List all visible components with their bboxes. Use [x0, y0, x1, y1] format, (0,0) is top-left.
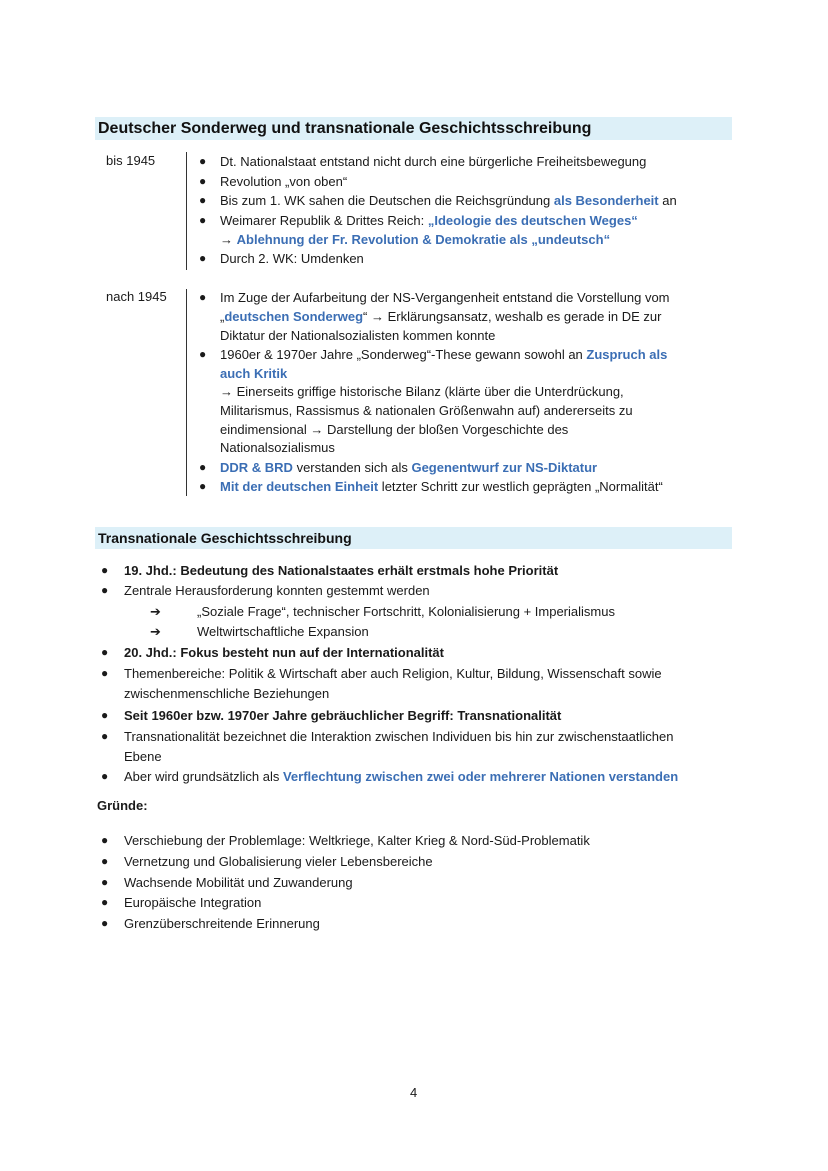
highlight-text: Zuspruch als — [586, 347, 668, 362]
sub-list-item: „Soziale Frage“, technischer Fortschritt, Kolonialisierung + Imperialismus — [197, 604, 615, 619]
list-item: Durch 2. WK: Umdenken — [220, 251, 364, 266]
bullet-icon: ● — [101, 875, 109, 889]
bullet-icon: ● — [101, 666, 109, 680]
period-label-nach-1945: nach 1945 — [106, 289, 167, 304]
section-heading-transnational: Transnationale Geschichtsschreibung — [95, 527, 732, 549]
bullet-icon: ● — [101, 708, 109, 722]
period-label-bis-1945: bis 1945 — [106, 153, 156, 168]
list-item: 20. Jhd.: Fokus besteht nun auf der Internationalität — [124, 645, 444, 660]
bullet-icon: ● — [199, 213, 207, 227]
list-item-continuation: eindimensional → Darstellung der bloßen Vorgeschichte des — [220, 422, 569, 437]
highlight-text: als Besonderheit — [553, 193, 659, 208]
bullet-icon: ● — [101, 916, 109, 930]
period-divider-line — [186, 289, 187, 496]
arrow-right-icon: ➔ — [150, 624, 161, 639]
highlight-text: Verflechtung zwischen zwei oder mehrerer Nationen verstanden — [282, 769, 679, 784]
list-item: Zentrale Herausforderung konnten gestemmt werden — [124, 583, 430, 598]
bullet-icon: ● — [101, 563, 109, 577]
list-item: Aber wird grundsätzlich als Verflechtung zwischen zwei oder mehrerer Nationen verstanden — [124, 769, 679, 784]
bullet-icon: ● — [199, 290, 207, 304]
highlight-text: „Ideologie des deutschen Weges“ — [427, 213, 638, 228]
list-item: Grenzüberschreitende Erinnerung — [124, 916, 320, 931]
list-item-continuation: Militarismus, Rassismus & nationalen Größenwahn auf) andererseits zu — [220, 403, 633, 418]
section-heading-sonderweg: Deutscher Sonderweg und transnationale Geschichtsschreibung — [95, 117, 732, 140]
list-item: Vernetzung und Globalisierung vieler Lebensbereiche — [124, 854, 433, 869]
highlight-text: Gegenentwurf zur NS-Diktatur — [411, 460, 598, 475]
list-item: Europäische Integration — [124, 895, 262, 910]
highlight-text: auch Kritik — [220, 366, 288, 381]
bullet-icon: ● — [199, 251, 207, 265]
bullet-icon: ● — [199, 154, 207, 168]
list-item: Wachsende Mobilität und Zuwanderung — [124, 875, 353, 890]
arrow-right-icon: → — [220, 232, 233, 247]
bullet-icon: ● — [101, 583, 109, 597]
list-item: Bis zum 1. WK sahen die Deutschen die Reichsgründung als Besonderheit an — [220, 193, 677, 208]
highlight-text: deutschen Sonderweg — [224, 309, 364, 324]
bullet-icon: ● — [101, 729, 109, 743]
list-item: 1960er & 1970er Jahre „Sonderweg“-These gewann sowohl an Zuspruch als — [220, 347, 668, 362]
sub-list-item: Weltwirtschaftliche Expansion — [197, 624, 369, 639]
bullet-icon: ● — [199, 347, 207, 361]
gruende-title: Gründe: — [97, 798, 148, 813]
list-item: Transnationalität bezeichnet die Interaktion zwischen Individuen bis hin zur zwischenstaatlichen — [124, 729, 674, 744]
list-item: Verschiebung der Problemlage: Weltkriege, Kalter Krieg & Nord-Süd-Problematik — [124, 833, 590, 848]
bullet-icon: ● — [199, 479, 207, 493]
list-item: Themenbereiche: Politik & Wirtschaft aber auch Religion, Kultur, Bildung, Wissenschaft sowie — [124, 666, 662, 681]
bullet-icon: ● — [101, 833, 109, 847]
bullet-icon: ● — [101, 645, 109, 659]
list-item: Im Zuge der Aufarbeitung der NS-Vergangenheit entstand die Vorstellung vom — [220, 290, 670, 305]
list-item: Dt. Nationalstaat entstand nicht durch eine bürgerliche Freiheitsbewegung — [220, 154, 647, 169]
period-divider-line — [186, 152, 187, 270]
list-item: DDR & BRD verstanden sich als Gegenentwurf zur NS-Diktatur — [220, 460, 598, 475]
list-item: Revolution „von oben“ — [220, 174, 348, 189]
list-item-continuation: Diktatur der Nationalsozialisten kommen konnte — [220, 328, 496, 343]
list-item-continuation: zwischenmenschliche Beziehungen — [124, 686, 330, 701]
list-item-continuation: Ebene — [124, 749, 162, 764]
highlight-text: DDR & BRD — [220, 460, 293, 475]
highlight-text: Ablehnung der Fr. Revolution & Demokratie als „undeutsch“ — [236, 232, 611, 247]
bullet-icon: ● — [199, 460, 207, 474]
list-item: Mit der deutschen Einheit letzter Schritt zur westlich geprägten „Normalität“ — [220, 479, 663, 494]
arrow-right-icon: ➔ — [150, 604, 161, 619]
list-item-continuation: Nationalsozialismus — [220, 440, 335, 455]
bullet-icon: ● — [101, 895, 109, 909]
list-item: 19. Jhd.: Bedeutung des Nationalstaates erhält erstmals hohe Priorität — [124, 563, 559, 578]
list-item-continuation: „deutschen Sonderweg“ → Erklärungsansatz, weshalb es gerade in DE zur — [220, 309, 662, 324]
bullet-icon: ● — [101, 769, 109, 783]
page-number: 4 — [410, 1085, 418, 1100]
bullet-icon: ● — [101, 854, 109, 868]
list-item: Seit 1960er bzw. 1970er Jahre gebräuchlicher Begriff: Transnationalität — [124, 708, 562, 723]
bullet-icon: ● — [199, 174, 207, 188]
list-item-continuation — [220, 364, 287, 383]
list-item-continuation: → Einerseits griffige historische Bilanz (klärte über die Unterdrückung, — [220, 384, 624, 399]
list-item-continuation — [220, 230, 610, 249]
bullet-icon: ● — [199, 193, 207, 207]
highlight-text: Mit der deutschen Einheit — [220, 479, 379, 494]
list-item: Weimarer Republik & Drittes Reich: „Ideologie des deutschen Weges“ — [220, 213, 638, 228]
